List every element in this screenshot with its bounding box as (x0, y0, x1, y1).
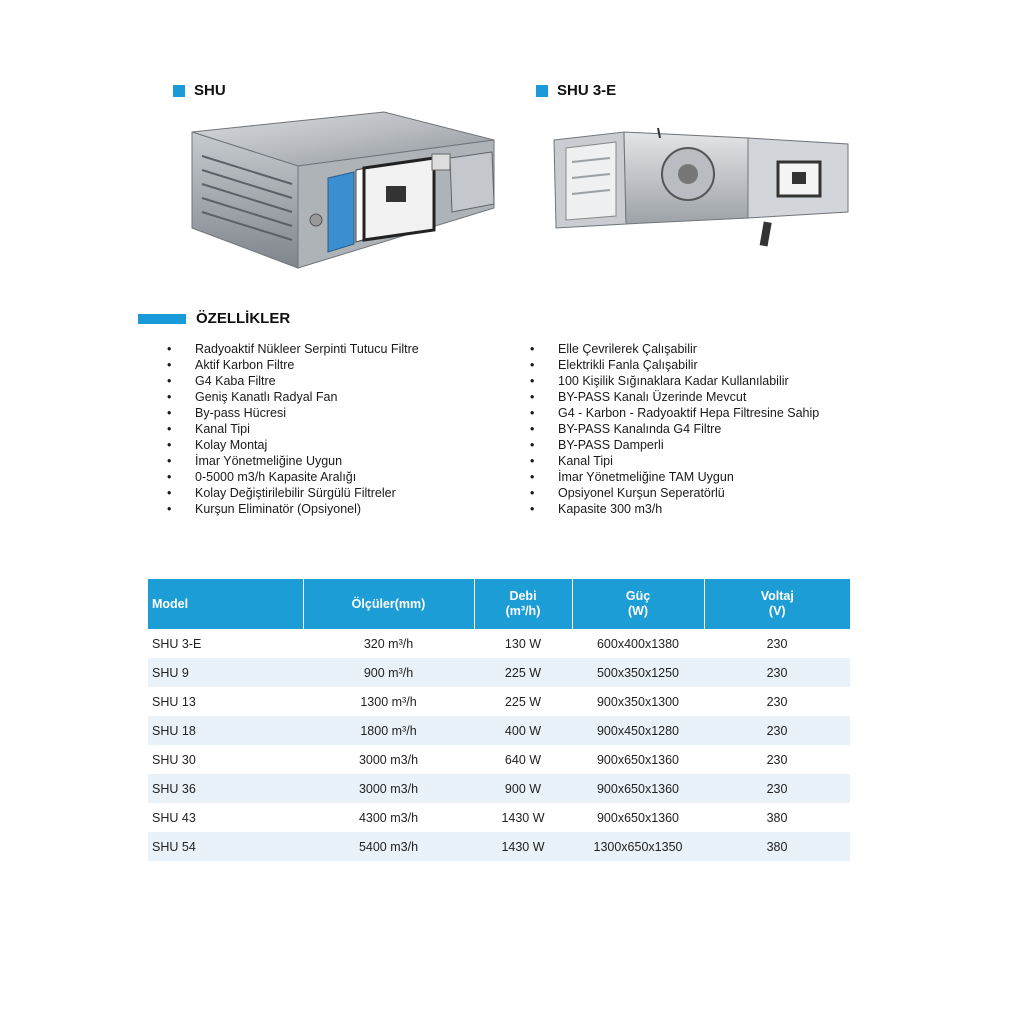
list-item (530, 469, 819, 485)
cell-power: 500x350x1250 (572, 658, 704, 687)
cell-model: SHU 9 (148, 658, 303, 687)
list-item (530, 485, 819, 501)
cell-flow: 225 W (474, 658, 572, 687)
cell-flow: 130 W (504, 636, 542, 651)
feature-text: Opsiyonel Kurşun Seperatörlü (558, 486, 725, 500)
cell-dimensions: 4300 m3/h (358, 810, 419, 825)
feature-text: Aktif Karbon Filtre (195, 358, 295, 372)
cell-power: 900x350x1300 (596, 694, 680, 709)
list-item (530, 501, 819, 517)
product-title-text: SHU 3-E (557, 82, 617, 99)
cell-power: 1300x650x1350 (572, 832, 704, 861)
bullet-icon: • (167, 374, 172, 388)
bullet-icon: • (167, 486, 172, 500)
feature-text: Elle Çevrilerek Çalışabilir (558, 342, 697, 356)
cell-voltage: 230 (704, 716, 850, 745)
header-label: Güç (625, 589, 651, 603)
feature-text: Radyoaktif Nükleer Serpinti Tutucu Filtre (195, 342, 419, 356)
header-power (572, 579, 704, 629)
cell-flow: 1430 W (474, 832, 572, 861)
list-item (530, 405, 819, 421)
feature-text: 0-5000 m3/h Kapasite Aralığı (195, 470, 357, 484)
shu3e-unit-image (548, 122, 862, 252)
header-model (148, 579, 303, 629)
product-title-text: SHU (194, 82, 226, 99)
cell-flow: 1430 W (501, 810, 545, 825)
list-item (167, 341, 419, 357)
feature-text: Kurşun Eliminatör (Opsiyonel) (195, 502, 362, 516)
features-heading-text: ÖZELLİKLER (196, 310, 291, 327)
features-list-right (530, 341, 819, 517)
cell-model: SHU 43 (152, 810, 196, 825)
bullet-icon: • (167, 422, 172, 436)
list-item (530, 453, 819, 469)
feature-text: Kolay Değiştirilebilir Sürgülü Filtreler (195, 486, 396, 500)
feature-text: Kapasite 300 m3/h (558, 502, 663, 516)
cell-dimensions: 1300 m³/h (360, 694, 417, 709)
table-row (148, 745, 850, 774)
header-voltage (704, 579, 850, 629)
list-item (167, 469, 419, 485)
cell-dimensions: 900 m³/h (303, 658, 474, 687)
bullet-icon: • (530, 406, 535, 420)
header-label: Debi (509, 589, 537, 603)
cell-voltage: 230 (704, 774, 850, 803)
cell-flow: 225 W (504, 694, 542, 709)
list-item (530, 373, 819, 389)
list-item (167, 485, 419, 501)
header-flow (474, 579, 572, 629)
feature-text: BY-PASS Kanalı Üzerinde Mevcut (558, 390, 747, 404)
feature-text: G4 - Karbon - Radyoaktif Hepa Filtresine Sahip (558, 406, 820, 420)
list-item (167, 405, 419, 421)
cell-model: SHU 54 (148, 832, 303, 861)
cell-voltage: 380 (766, 810, 788, 825)
table-header-row (148, 579, 850, 629)
cell-model: SHU 3-E (152, 636, 202, 651)
cell-dimensions: 3000 m3/h (358, 752, 419, 767)
cell-voltage: 230 (766, 752, 788, 767)
bullet-icon: • (530, 342, 535, 356)
feature-text: İmar Yönetmeliğine Uygun (195, 454, 343, 468)
table-row (148, 716, 850, 745)
cell-model: SHU 13 (152, 694, 196, 709)
bullet-icon: • (530, 470, 535, 484)
title-marker-icon (536, 85, 548, 97)
list-item (167, 357, 419, 373)
feature-text: İmar Yönetmeliğine TAM Uygun (558, 470, 734, 484)
bullet-icon: • (167, 390, 172, 404)
heading-marker-icon (138, 314, 186, 324)
feature-text: Kanal Tipi (558, 454, 613, 468)
feature-text: G4 Kaba Filtre (195, 374, 276, 388)
header-label: Model (152, 596, 189, 611)
cell-power: 900x650x1360 (596, 752, 680, 767)
header-label: Ölçüler(mm) (351, 596, 426, 611)
cell-voltage: 230 (766, 694, 788, 709)
bullet-icon: • (530, 374, 535, 388)
feature-text: By-pass Hücresi (195, 406, 286, 420)
list-item (167, 389, 419, 405)
cell-flow: 400 W (474, 716, 572, 745)
bullet-icon: • (530, 358, 535, 372)
cell-voltage: 230 (766, 636, 788, 651)
feature-text: 100 Kişilik Sığınaklara Kadar Kullanılabilir (558, 374, 789, 388)
product-title-shu3e (536, 82, 616, 99)
list-item (167, 453, 419, 469)
list-item (167, 373, 419, 389)
bullet-icon: • (167, 358, 172, 372)
bullet-icon: • (167, 342, 172, 356)
cell-model: SHU 36 (148, 774, 303, 803)
title-marker-icon (173, 85, 185, 97)
table-row (148, 832, 850, 861)
feature-text: BY-PASS Kanalında G4 Filtre (558, 422, 722, 436)
shu-unit-image (188, 108, 508, 273)
bullet-icon: • (167, 502, 172, 516)
feature-text: Kanal Tipi (195, 422, 250, 436)
feature-text: Kolay Montaj (195, 438, 268, 452)
cell-power: 900x650x1360 (572, 774, 704, 803)
header-dimensions (303, 579, 474, 629)
cell-dimensions: 5400 m3/h (303, 832, 474, 861)
product-title-shu (173, 82, 226, 99)
bullet-icon: • (530, 454, 535, 468)
feature-text: BY-PASS Damperli (558, 438, 664, 452)
list-item (530, 437, 819, 453)
cell-dimensions: 1800 m³/h (303, 716, 474, 745)
spec-table (148, 579, 850, 861)
cell-model: SHU 18 (148, 716, 303, 745)
cell-model: SHU 30 (152, 752, 196, 767)
bullet-icon: • (167, 470, 172, 484)
feature-text: Elektrikli Fanla Çalışabilir (558, 358, 698, 372)
cell-dimensions: 3000 m3/h (303, 774, 474, 803)
list-item (530, 389, 819, 405)
features-heading (138, 310, 290, 327)
header-label: Voltaj (760, 589, 794, 603)
list-item (530, 341, 819, 357)
list-item (167, 421, 419, 437)
cell-power: 900x450x1280 (572, 716, 704, 745)
bullet-icon: • (530, 502, 535, 516)
bullet-icon: • (530, 486, 535, 500)
table-row (148, 687, 850, 716)
table-row (148, 629, 850, 658)
cell-dimensions: 320 m³/h (363, 636, 414, 651)
cell-power: 900x650x1360 (596, 810, 680, 825)
list-item (530, 357, 819, 373)
bullet-icon: • (530, 422, 535, 436)
table-row (148, 658, 850, 687)
cell-voltage: 230 (704, 658, 850, 687)
list-item (530, 421, 819, 437)
header-unit: (V) (768, 604, 786, 618)
list-item (167, 501, 419, 517)
bullet-icon: • (167, 438, 172, 452)
cell-flow: 640 W (504, 752, 542, 767)
bullet-icon: • (167, 454, 172, 468)
features-list-left (167, 341, 419, 517)
header-unit: (W) (627, 604, 649, 618)
header-unit: (m³/h) (505, 604, 541, 618)
table-row (148, 774, 850, 803)
list-item (167, 437, 419, 453)
table-row (148, 803, 850, 832)
cell-flow: 900 W (474, 774, 572, 803)
bullet-icon: • (167, 406, 172, 420)
feature-text: Geniş Kanatlı Radyal Fan (195, 390, 338, 404)
cell-power: 600x400x1380 (596, 636, 680, 651)
bullet-icon: • (530, 390, 535, 404)
cell-voltage: 380 (704, 832, 850, 861)
bullet-icon: • (530, 438, 535, 452)
